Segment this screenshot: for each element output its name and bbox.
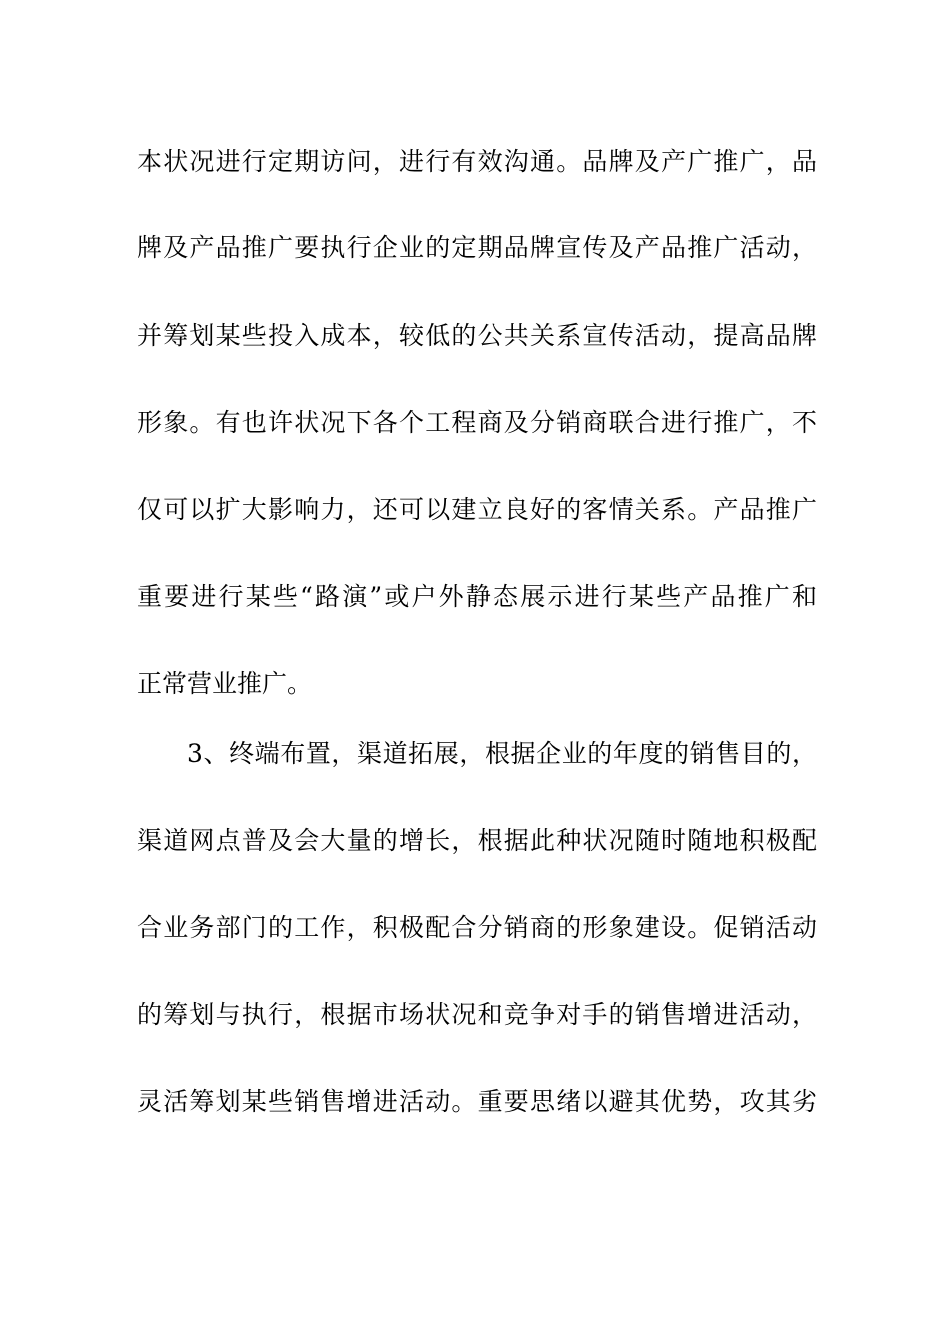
paragraph-line: 灵活筹划某些销售增进活动。重要思绪以避其优势，攻其劣 [137, 1087, 817, 1116]
paragraph-line: 重要进行某些“路演”或户外静态展示进行某些产品推广和 [137, 582, 817, 611]
paragraph-line: 仅可以扩大影响力，还可以建立良好的客情关系。产品推广 [137, 495, 817, 524]
paragraph-line: 本状况进行定期访问，进行有效沟通。品牌及产广推广，品 [137, 147, 817, 176]
paragraph-line: 正常营业推广。 [137, 669, 313, 698]
paragraph-line: 合业务部门的工作，积极配合分销商的形象建设。促销活动 [137, 913, 817, 942]
paragraph-line: 牌及产品推广要执行企业的定期品牌宣传及产品推广活动， [137, 233, 817, 262]
paragraph-line: 渠道网点普及会大量的增长，根据此种状况随时随地积极配 [137, 826, 817, 855]
paragraph-line: 并筹划某些投入成本，较低的公共关系宣传活动，提高品牌 [137, 321, 817, 350]
paragraph-line: 的筹划与执行，根据市场状况和竞争对手的销售增进活动， [137, 1000, 817, 1029]
paragraph-first-line: 3、终端布置，渠道拓展，根据企业的年度的销售目的， [187, 739, 817, 768]
paragraph-line: 形象。有也许状况下各个工程商及分销商联合进行推广，不 [137, 408, 817, 437]
